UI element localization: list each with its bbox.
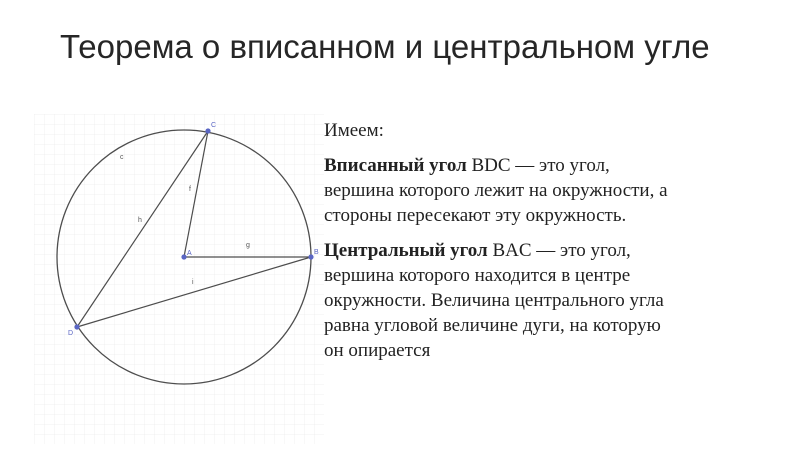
segment-label-g: g bbox=[246, 242, 250, 249]
intro-line: Имеем: bbox=[324, 120, 384, 141]
central-line-3: окружности. Величина центрального угла bbox=[324, 290, 664, 311]
central-angle-definition bbox=[324, 238, 764, 263]
definition-text bbox=[324, 118, 764, 363]
geometry-figure bbox=[34, 114, 324, 444]
segment-label-i: i bbox=[192, 279, 194, 286]
point-label-b: B bbox=[314, 249, 319, 256]
central-line-2: вершина которого находится в центре bbox=[324, 265, 631, 286]
central-line-1: BAC — это угол, bbox=[492, 240, 631, 261]
point-c bbox=[205, 128, 210, 133]
point-a bbox=[181, 254, 186, 259]
circle-diagram bbox=[34, 114, 324, 444]
point-b bbox=[308, 254, 313, 259]
inscribed-angle-definition bbox=[324, 153, 764, 178]
central-line-5: он опирается bbox=[324, 340, 431, 361]
point-label-c: C bbox=[211, 122, 217, 129]
point-label-d: D bbox=[68, 330, 74, 337]
slide-title: Теорема о вписанном и центральном угле bbox=[60, 28, 710, 65]
inscribed-angle-term: Вписанный угол bbox=[324, 155, 467, 176]
segment-label-h: h bbox=[138, 217, 142, 224]
central-angle-term: Центральный угол bbox=[324, 240, 488, 261]
grid-background bbox=[34, 114, 324, 444]
point-d bbox=[74, 324, 79, 329]
point-label-a: A bbox=[187, 250, 192, 257]
inscribed-line-2: вершина которого лежит на окружности, а bbox=[324, 180, 668, 201]
segment-label-f: f bbox=[189, 186, 191, 193]
inscribed-line-1: BDC — это угол, bbox=[471, 155, 610, 176]
segment-label-c: c bbox=[120, 154, 124, 161]
central-line-4: равна угловой величине дуги, на которую bbox=[324, 315, 661, 336]
inscribed-line-3: стороны пересекают эту окружность. bbox=[324, 205, 627, 226]
